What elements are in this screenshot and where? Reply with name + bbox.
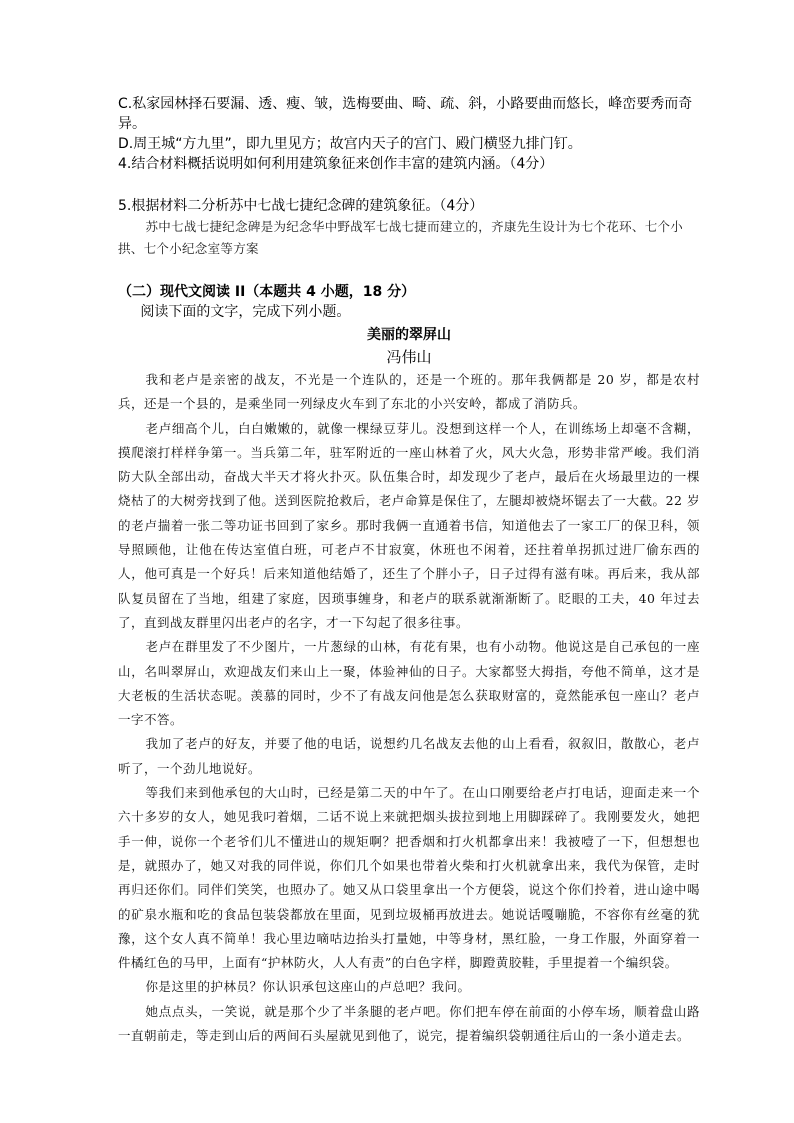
- section-heading: （二）现代文阅读 II（本题共 4 小题，18 分）: [118, 284, 416, 300]
- question-5-answer: 苏中七战七捷纪念碑是为纪念华中野战军七战七捷而建立的，齐康先生设计为七个花环、七个小拱、七个小纪念室等方案: [118, 219, 684, 256]
- article-paragraph: 我和老卢是亲密的战友，不光是一个连队的，还是一个班的。那年我俩都是 20 岁，都是农村兵，还是一个县的，是乘坐同一列绿皮火车到了东北的小兴安岭，都成了消防兵。: [118, 372, 700, 412]
- article-author: 冯伟山: [386, 348, 432, 366]
- article-paragraph: 她点点头，一笑说，就是那个少了半条腿的老卢吧。你们把车停在前面的小停车场，顺着盘山路一直朝前走，等走到山后的两间石头屋就见到他了，说完，提着编织袋朝通往后山的一条小道走去。: [118, 1003, 700, 1044]
- article-paragraph: 等我们来到他承包的大山时，已经是第二天的中午了。在山口刚要给老卢打电话，迎面走来一个六十多岁的女人，她见我叼着烟，二话不说上来就把烟头拔拉到地上用脚踩碎了。我刚要发火，她把手一伸，说你一个老爷们儿不懂进山的规矩啊？把香烟和打火机都拿出来！我被噎了一下，但想想也是，就照办了，她又对我的同伴说，你们几个如果也带着火柴和打火机就拿出来，我代为保管，走时再归还你们。同伴们笑笑，也照办了。她又从口袋里拿出一个方便袋，说这个你们拎着，进山途中喝的矿泉水瓶和吃的食品包装袋都放在里面，见到垃圾桶再放进去。她说话嘎嘣脆，不容你有丝毫的犹豫，这个女人真不简单！我心里边嘀咕边抬头打量她，中等身材，黑红脸，一身工作服，外面穿着一件橘红色的马甲，上面有“护林防火，人人有责”的白色字样，脚蹬黄胶鞋，手里提着一个编织袋。: [118, 785, 700, 971]
- article-paragraph: 老卢细高个儿，白白嫩嫩的，就像一棵绿豆芽儿。没想到这样一个人，在训练场上却毫不含糊，摸爬滚打样样争第一。当兵第二年，驻军附近的一座山林着了火，风大火急，形势非常严峻。我们消防大队全部出动，奋战大半天才将火扑灭。队伍集合时，却发现少了老卢，最后在火场最里边的一棵烧枯了的大树旁找到了他。送到医院抢救后，老卢命算是保住了，左腿却被烧坏锯去了一大截。22 岁的老卢揣着一张二等功证书回到了家乡。那时我俩一直通着书信，知道他去了一家工厂的保卫科，领导照顾他，让他在传达室值白班，可老卢不甘寂寞，休班也不闲着，还拄着单拐抓过进厂偷东西的人，他可真是一个好兵！后来知道他结婚了，还生了个胖小子，日子过得有滋有味。再后来，我从部队复员留在了当地，组建了家庭，因琐事缠身，和老卢的联系就渐渐断了。眨眼的工夫，40 年过去了，直到战友群里闪出老卢的名字，才一下勾起了很多往事。: [118, 420, 700, 630]
- question-5: 5.根据材料二分析苏中七战七捷纪念碑的建筑象征。（4分）: [118, 198, 484, 214]
- section-instruction: 阅读下面的文字，完成下列小题。: [140, 304, 351, 320]
- option-c: C.私家园林择石要漏、透、瘦、皱，选梅要曲、畸、疏、斜，小路要曲而悠长，峰峦要秀而奇异。: [118, 96, 693, 132]
- article-paragraph: 老卢在群里发了不少图片，一片葱绿的山林，有花有果，也有小动物。他说这是自己承包的一座山，名叫翠屏山，欢迎战友们来山上一聚，体验神仙的日子。大家都竖大拇指，夸他不简单，这才是大老板的生活状态呢。羡慕的同时，少不了有战友问他是怎么获取财富的，竟然能承包一座山？老卢一字不答。: [118, 639, 700, 728]
- article-paragraph: 你是这里的护林员？你认识承包这座山的卢总吧？我问。: [145, 979, 471, 995]
- article-paragraph: 我加了老卢的好友，并要了他的电话，说想约几名战友去他的山上看看，叙叙旧，散散心，老卢听了，一个劲儿地说好。: [118, 736, 700, 776]
- question-4: 4.结合材料概括说明如何利用建筑象征来创作丰富的建筑内涵。（4分）: [118, 156, 554, 172]
- article-title: 美丽的翠屏山: [367, 327, 451, 343]
- option-d: D.周王城“方九里”，即九里见方；故宫内天子的宫门、殿门横竖九排门钉。: [118, 136, 582, 152]
- article-body: [118, 368, 700, 1048]
